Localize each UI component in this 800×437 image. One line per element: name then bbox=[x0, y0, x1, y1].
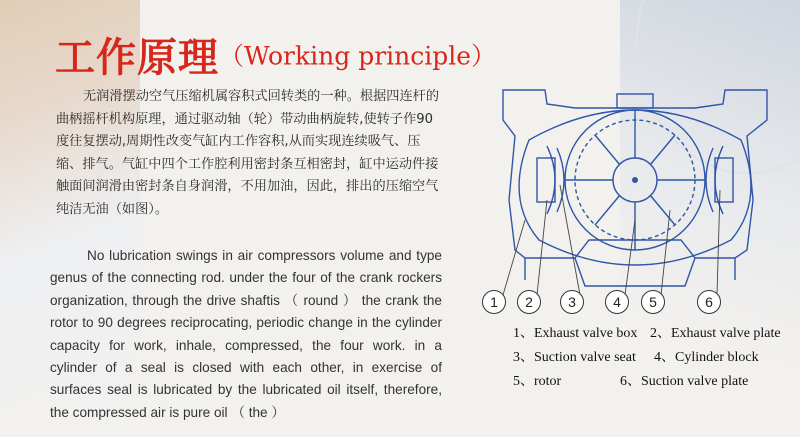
callout-3: 3 bbox=[560, 290, 584, 314]
legend-row bbox=[513, 370, 800, 394]
title-english: （Working principle） bbox=[219, 41, 497, 71]
valve-box-right bbox=[715, 158, 733, 202]
callout-5: 5 bbox=[641, 290, 665, 314]
callout-6: 6 bbox=[697, 290, 721, 314]
diagram-callout-numbers bbox=[480, 290, 740, 320]
legend-item-exhaust-valve-plate: 2、Exhaust valve plate bbox=[650, 326, 781, 341]
callout-1: 1 bbox=[482, 290, 506, 314]
legend-item-suction-valve-seat: 3、Suction valve seat bbox=[513, 350, 636, 365]
english-description: No lubrication swings in air compressors volume and type genus of the connecting rod. under the four of the crank rockers organization, through the drive shaftis （ round ） the crank the rotor to 90 degrees reciprocating, periodic change in the cylinder capacity for work, inhale, compressed, the four work. in a cylinder of a seal is closed with each other, in exercise of surfaces seal is lubricated by the lubricated oil itself, therefore, the compressed air is pure oil （ the ） bbox=[50, 248, 442, 420]
leader-line-4 bbox=[625, 220, 635, 295]
chinese-description: 无润滑摆动空气压缩机属容积式回转类的一种。根据四连杆的曲柄摇杆机构原理，通过驱动轴（轮）带动曲柄旋转,使转子作90度往复摆动,周期性改变气缸内工作容积,从而实现连续吸气、压缩、排气。气缸中四个工作腔利用密封条互相密封，缸中运动件接触面间润滑由密封条自身润滑，不用加油，因此，排出的压缩空气纯洁无油（如图）。 bbox=[56, 89, 440, 217]
legend-row bbox=[513, 346, 800, 370]
legend-item-cylinder-block: 4、Cylinder block bbox=[654, 350, 759, 365]
callout-4: 4 bbox=[605, 290, 629, 314]
page-title bbox=[55, 26, 496, 83]
valve-box-left bbox=[537, 158, 555, 202]
leader-line-6 bbox=[717, 190, 720, 295]
title-chinese: 工作原理 bbox=[55, 35, 219, 81]
legend-row bbox=[513, 322, 800, 346]
diagram-legend bbox=[513, 322, 800, 394]
legend-item-exhaust-valve-box: 1、Exhaust valve box bbox=[513, 326, 638, 341]
leader-line-2 bbox=[537, 200, 547, 295]
leader-line-1 bbox=[503, 220, 525, 295]
compressor-cross-section-diagram bbox=[485, 80, 785, 320]
casing-feet bbox=[525, 258, 735, 286]
legend-item-rotor: 5、rotor bbox=[513, 374, 562, 389]
leader-line-5 bbox=[661, 210, 670, 295]
top-port bbox=[617, 94, 653, 108]
leader-line-3 bbox=[560, 185, 580, 295]
legend-item-suction-valve-plate: 6、Suction valve plate bbox=[620, 374, 749, 389]
bolt bbox=[632, 177, 638, 183]
callout-2: 2 bbox=[517, 290, 541, 314]
